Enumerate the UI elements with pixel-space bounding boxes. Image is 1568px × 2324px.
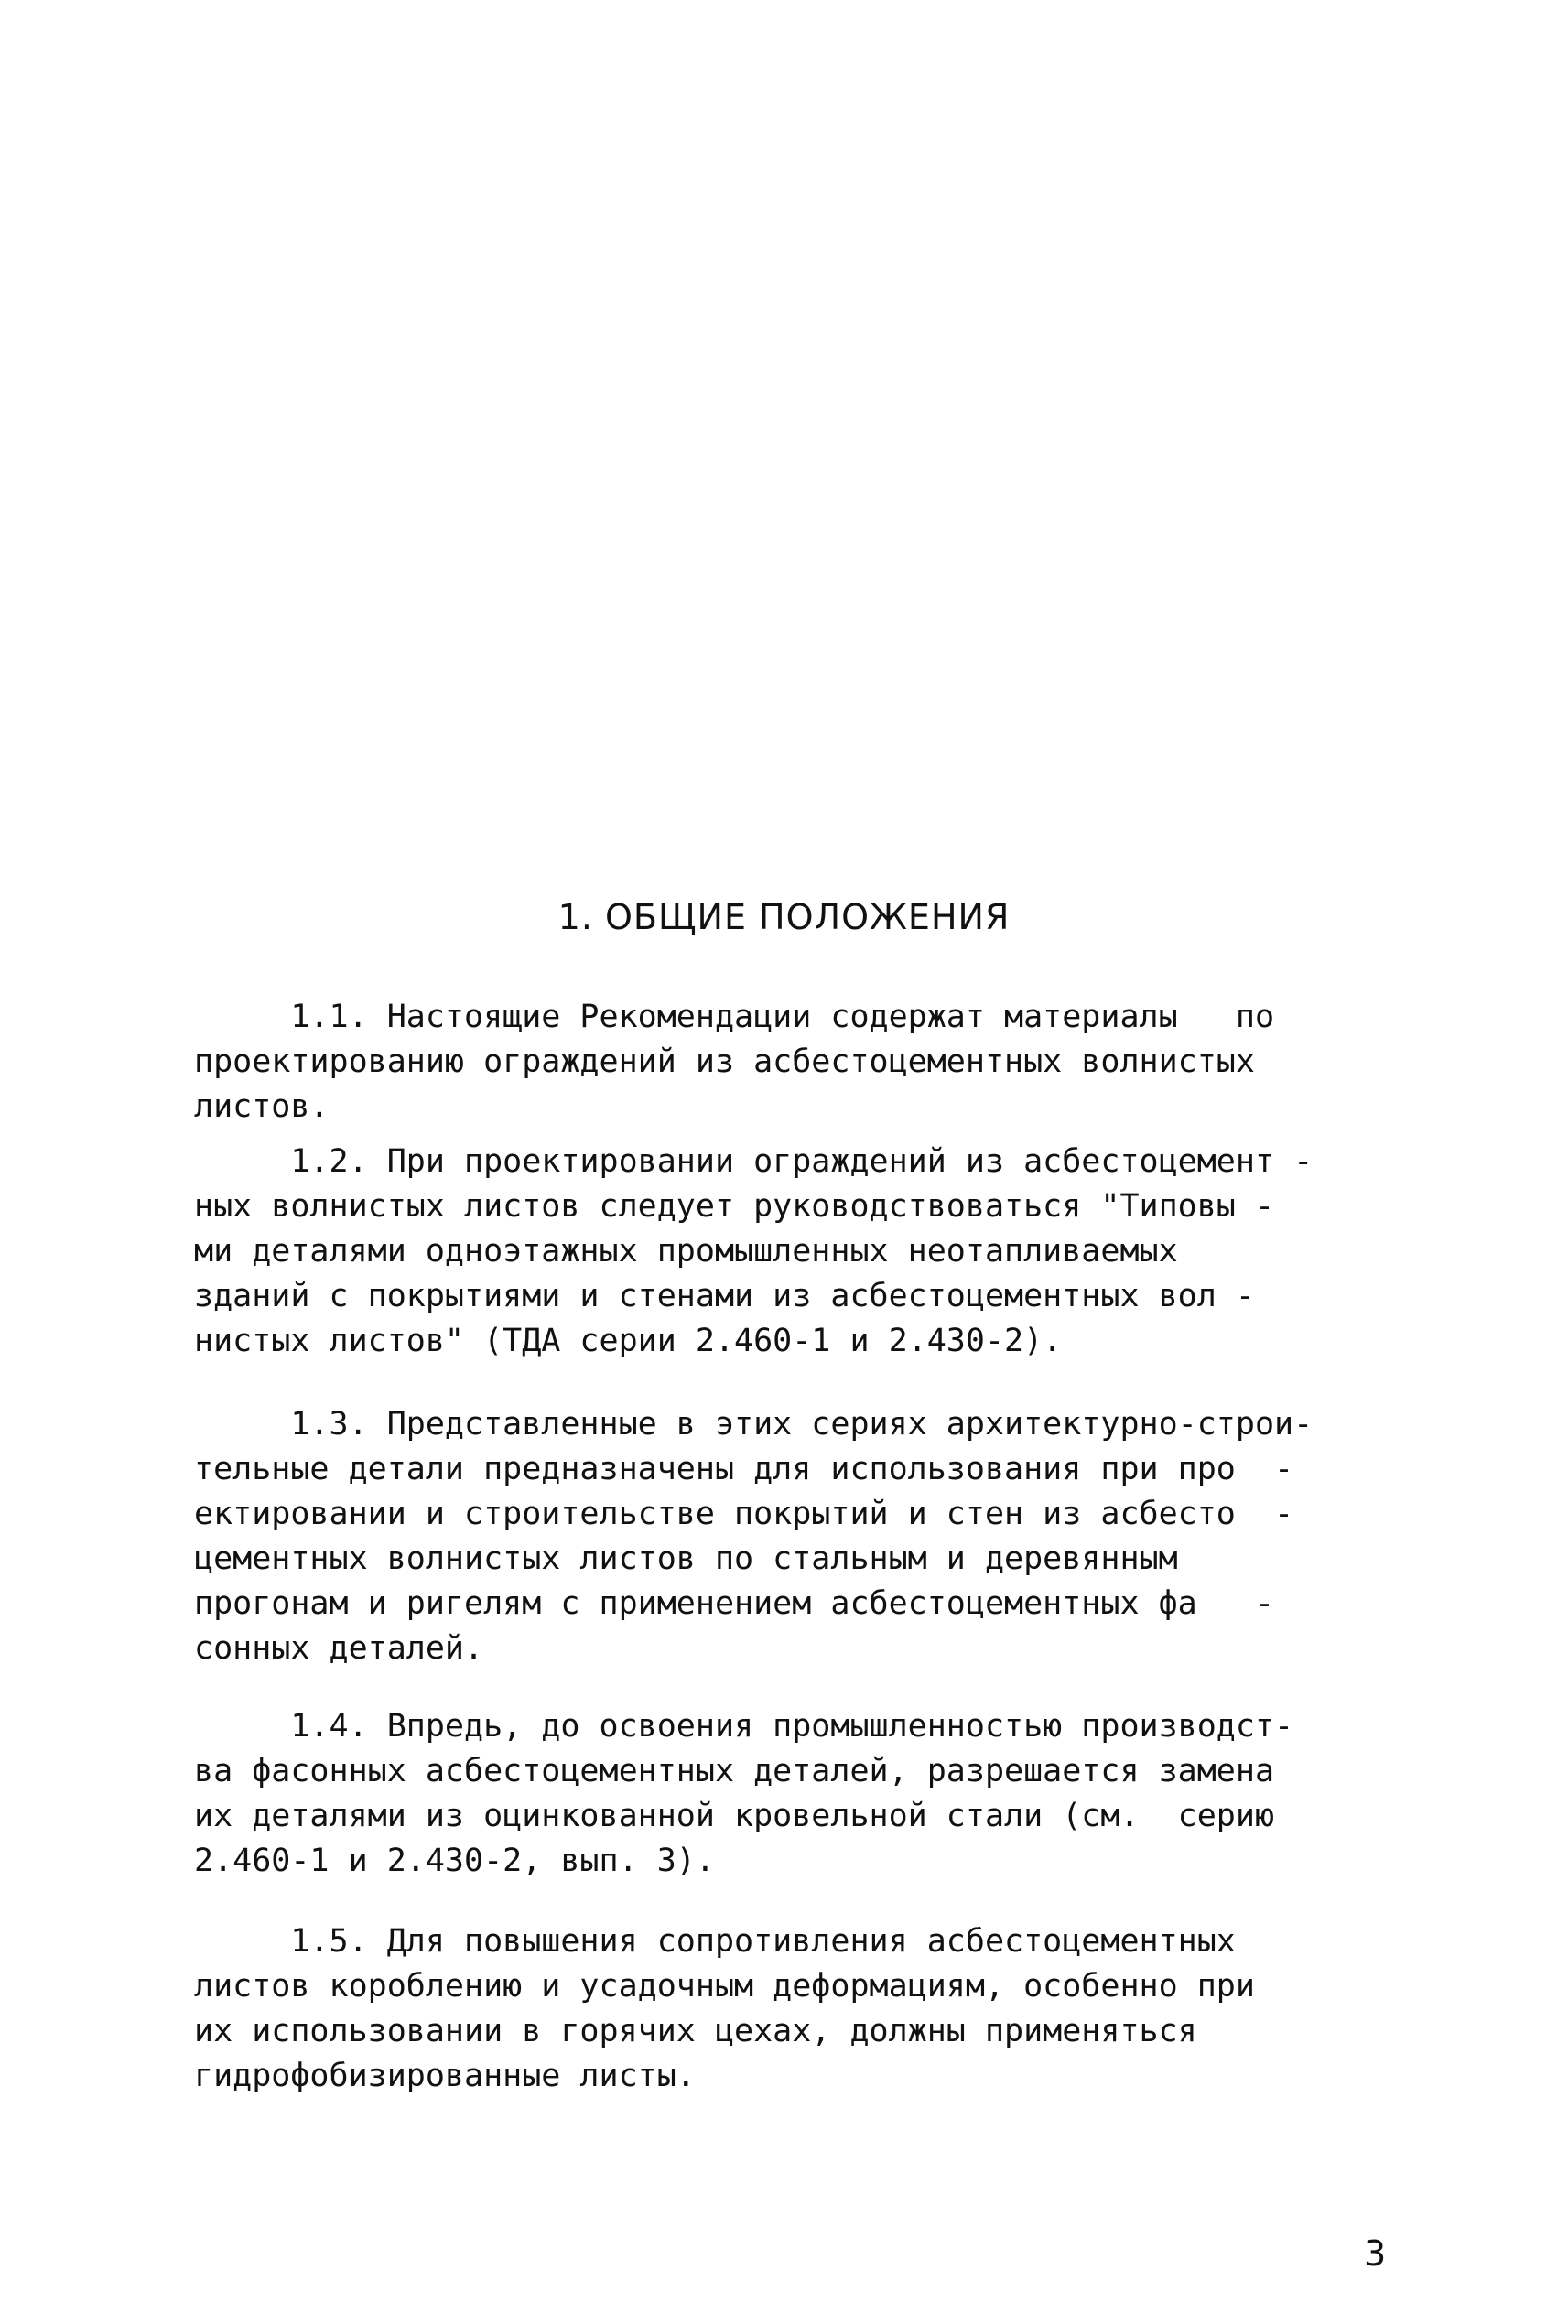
paragraph-1-1 [194, 995, 1411, 1130]
text-line: ми деталями одноэтажных промышленных неотапливаемых [194, 1233, 1178, 1270]
paragraph-1-4 [194, 1704, 1411, 1884]
text-line: ва фасонных асбестоцементных деталей, разрешается замена [194, 1753, 1275, 1789]
text-line: нистых листов" (ТДА серии 2.460-1 и 2.430-2). [194, 1323, 1063, 1359]
text-line: 2.460-1 и 2.430-2, вып. 3). [194, 1843, 715, 1879]
paragraph-1-5 [194, 1919, 1411, 2099]
text-line: тельные детали предназначены для использования при про - [194, 1451, 1294, 1487]
text-line: их использовании в горячих цехах, должны применяться [194, 2013, 1197, 2049]
paragraph-1-2 [194, 1140, 1411, 1364]
paragraph-1-3 [194, 1402, 1411, 1671]
text-line: ектировании и строительстве покрытий и стен из асбесто - [194, 1496, 1294, 1532]
text-line: гидрофобизированные листы. [194, 2058, 696, 2094]
text-line: листов короблению и усадочным деформациям, особенно при [194, 1968, 1255, 2005]
text-line: цементных волнистых листов по стальным и деревянным [194, 1540, 1178, 1577]
text-line: сонных деталей. [194, 1630, 484, 1667]
text-line: проектированию ограждений из асбестоцементных волнистых [194, 1043, 1255, 1080]
text-line: 1.3. Представленные в этих сериях архитектурно-строи- [194, 1406, 1314, 1443]
text-line: 1.2. При проектировании ограждений из асбестоцемент - [194, 1143, 1314, 1180]
text-line: 1.4. Впредь, до освоения промышленностью производст- [194, 1708, 1294, 1745]
section-heading: 1. ОБЩИЕ ПОЛОЖЕНИЯ [557, 897, 1011, 937]
text-line: листов. [194, 1088, 330, 1125]
text-line: 1.5. Для повышения сопротивления асбестоцементных [194, 1923, 1236, 1960]
text-line: прогонам и ригелям с применением асбестоцементных фа - [194, 1585, 1275, 1622]
text-line: ных волнистых листов следует руководствоваться "Типовы - [194, 1188, 1275, 1225]
text-line: 1.1. Настоящие Рекомендации содержат материалы по [194, 999, 1275, 1035]
text-line: зданий с покрытиями и стенами из асбестоцементных вол - [194, 1278, 1255, 1314]
text-line: их деталями из оцинкованной кровельной стали (см. серию [194, 1798, 1275, 1834]
page-number: 3 [1364, 2233, 1387, 2274]
